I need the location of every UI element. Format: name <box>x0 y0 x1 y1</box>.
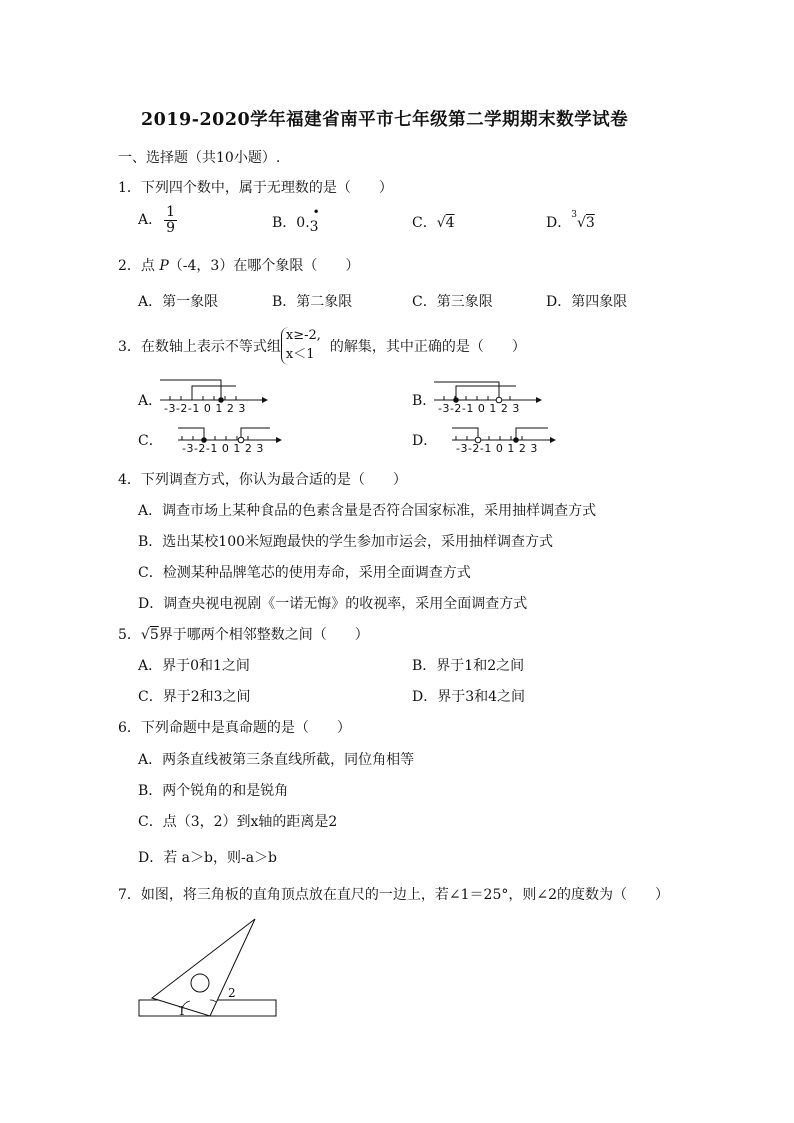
q2-stem <box>118 255 359 275</box>
q5-option-c[interactable]: C．界于2和3之间 <box>138 689 251 705</box>
sqrt-icon: √ <box>436 215 446 231</box>
q4-option-d[interactable]: D．调查央视电视剧《一诺无悔》的收视率，采用全面调查方式 <box>138 596 528 612</box>
q1-a-denominator: 9 <box>166 219 176 236</box>
q6-option-d[interactable]: D．若 a＞b，则-a＞b <box>138 850 278 866</box>
q6-option-b[interactable]: B．两个锐角的和是锐角 <box>138 783 289 799</box>
q5-option-b[interactable]: B．界于1和2之间 <box>412 658 525 674</box>
q1-d-label: D． <box>546 215 572 231</box>
q3-option-b-label[interactable]: B． <box>412 393 437 409</box>
q3-c-axis-label: -3-2-1 0 1 2 3 <box>182 442 264 455</box>
q1-a-fraction <box>164 205 177 235</box>
q1-b-repeating-digit <box>309 205 320 235</box>
q2-option-b[interactable]: B．第二象限 <box>272 294 353 310</box>
q6-stem: 6．下列命题中是真命题的是（ ） <box>118 720 351 736</box>
q3-option-a-label[interactable]: A． <box>138 393 163 409</box>
q6-option-a[interactable]: A．两条直线被第三条直线所截，同位角相等 <box>138 752 415 768</box>
q3-option-c-label[interactable]: C． <box>138 433 163 449</box>
page-title: 2019-2020学年福建省南平市七年级第二学期期末数学试卷 <box>141 110 629 130</box>
section-heading: 一、选择题（共10小题）. <box>118 150 281 166</box>
q1-c-radicand: 4 <box>445 215 455 231</box>
angle-1-label: 1 <box>178 1004 186 1018</box>
q3-stem <box>118 327 526 365</box>
q7-figure <box>130 910 290 1030</box>
q7-stem: 7．如图，将三角板的直角顶点放在直尺的一边上，若∠1＝25°，则∠2的度数为（ ） <box>118 887 669 903</box>
angle-2-label: 2 <box>228 986 236 1000</box>
q4-option-b[interactable]: B．选出某校100米短跑最快的学生参加市运会，采用抽样调查方式 <box>138 534 554 550</box>
q1-a-label: A． <box>138 212 163 229</box>
q4-option-a[interactable]: A．调查市场上某种食品的色素含量是否符合国家标准，采用抽样调查方式 <box>138 503 597 519</box>
inequality-system <box>281 327 321 365</box>
inequality-2: x＜1 <box>285 346 315 362</box>
q2-stem-post: （-4，3）在哪个象限（ ） <box>168 258 360 274</box>
repeat-dot-icon: • <box>312 205 320 219</box>
sqrt-icon: √ <box>576 215 586 231</box>
q4-stem: 4．下列调查方式，你认为最合适的是（ ） <box>118 472 407 488</box>
q2-option-a[interactable]: A．第一象限 <box>138 294 219 310</box>
q4-option-c[interactable]: C．检测某种品牌笔芯的使用寿命，采用全面调查方式 <box>138 565 471 581</box>
q6-option-c[interactable]: C．点（3，2）到x轴的距离是2 <box>138 814 338 830</box>
q5-radicand: 5 <box>149 627 159 643</box>
sqrt-icon: √ <box>140 627 150 643</box>
q1-stem: 1．下列四个数中，属于无理数的是（ ） <box>118 180 393 196</box>
q1-d-root-index: 3 <box>571 210 577 220</box>
q1-option-a[interactable] <box>138 205 177 235</box>
inequality-1: x≥-2, <box>285 328 321 343</box>
q2-option-d[interactable]: D．第四象限 <box>546 294 628 310</box>
q2-stem-pre: 2．点 <box>118 258 155 274</box>
q2-option-c[interactable]: C．第三象限 <box>412 294 493 310</box>
q3-b-axis-label: -3-2-1 0 1 2 3 <box>438 402 520 415</box>
q1-b-digit: 3 <box>309 219 319 235</box>
q1-option-d[interactable] <box>546 212 595 232</box>
q1-b-label: B．0. <box>272 215 310 231</box>
q5-stem <box>118 624 369 644</box>
q1-a-numerator: 1 <box>166 204 176 220</box>
q1-c-label: C． <box>412 215 437 231</box>
q5-stem-pre: 5． <box>118 627 141 643</box>
q1-d-radicand: 3 <box>585 215 595 231</box>
q5-stem-post: 界于哪两个相邻整数之间（ ） <box>158 627 369 643</box>
q5-option-d[interactable]: D．界于3和4之间 <box>412 689 526 705</box>
q1-option-c[interactable] <box>412 212 455 232</box>
q3-a-axis-label: -3-2-1 0 1 2 3 <box>164 402 246 415</box>
q3-d-axis-label: -3-2-1 0 1 2 3 <box>456 442 538 455</box>
q3-option-d-label[interactable]: D． <box>412 433 438 449</box>
q2-point-var: P <box>159 258 169 274</box>
q3-stem-post: 的解集，其中正确的是（ ） <box>329 338 526 355</box>
q1-option-b[interactable] <box>272 205 320 235</box>
q5-option-a[interactable]: A．界于0和1之间 <box>138 658 250 674</box>
q3-stem-pre: 3．在数轴上表示不等式组 <box>118 338 281 355</box>
